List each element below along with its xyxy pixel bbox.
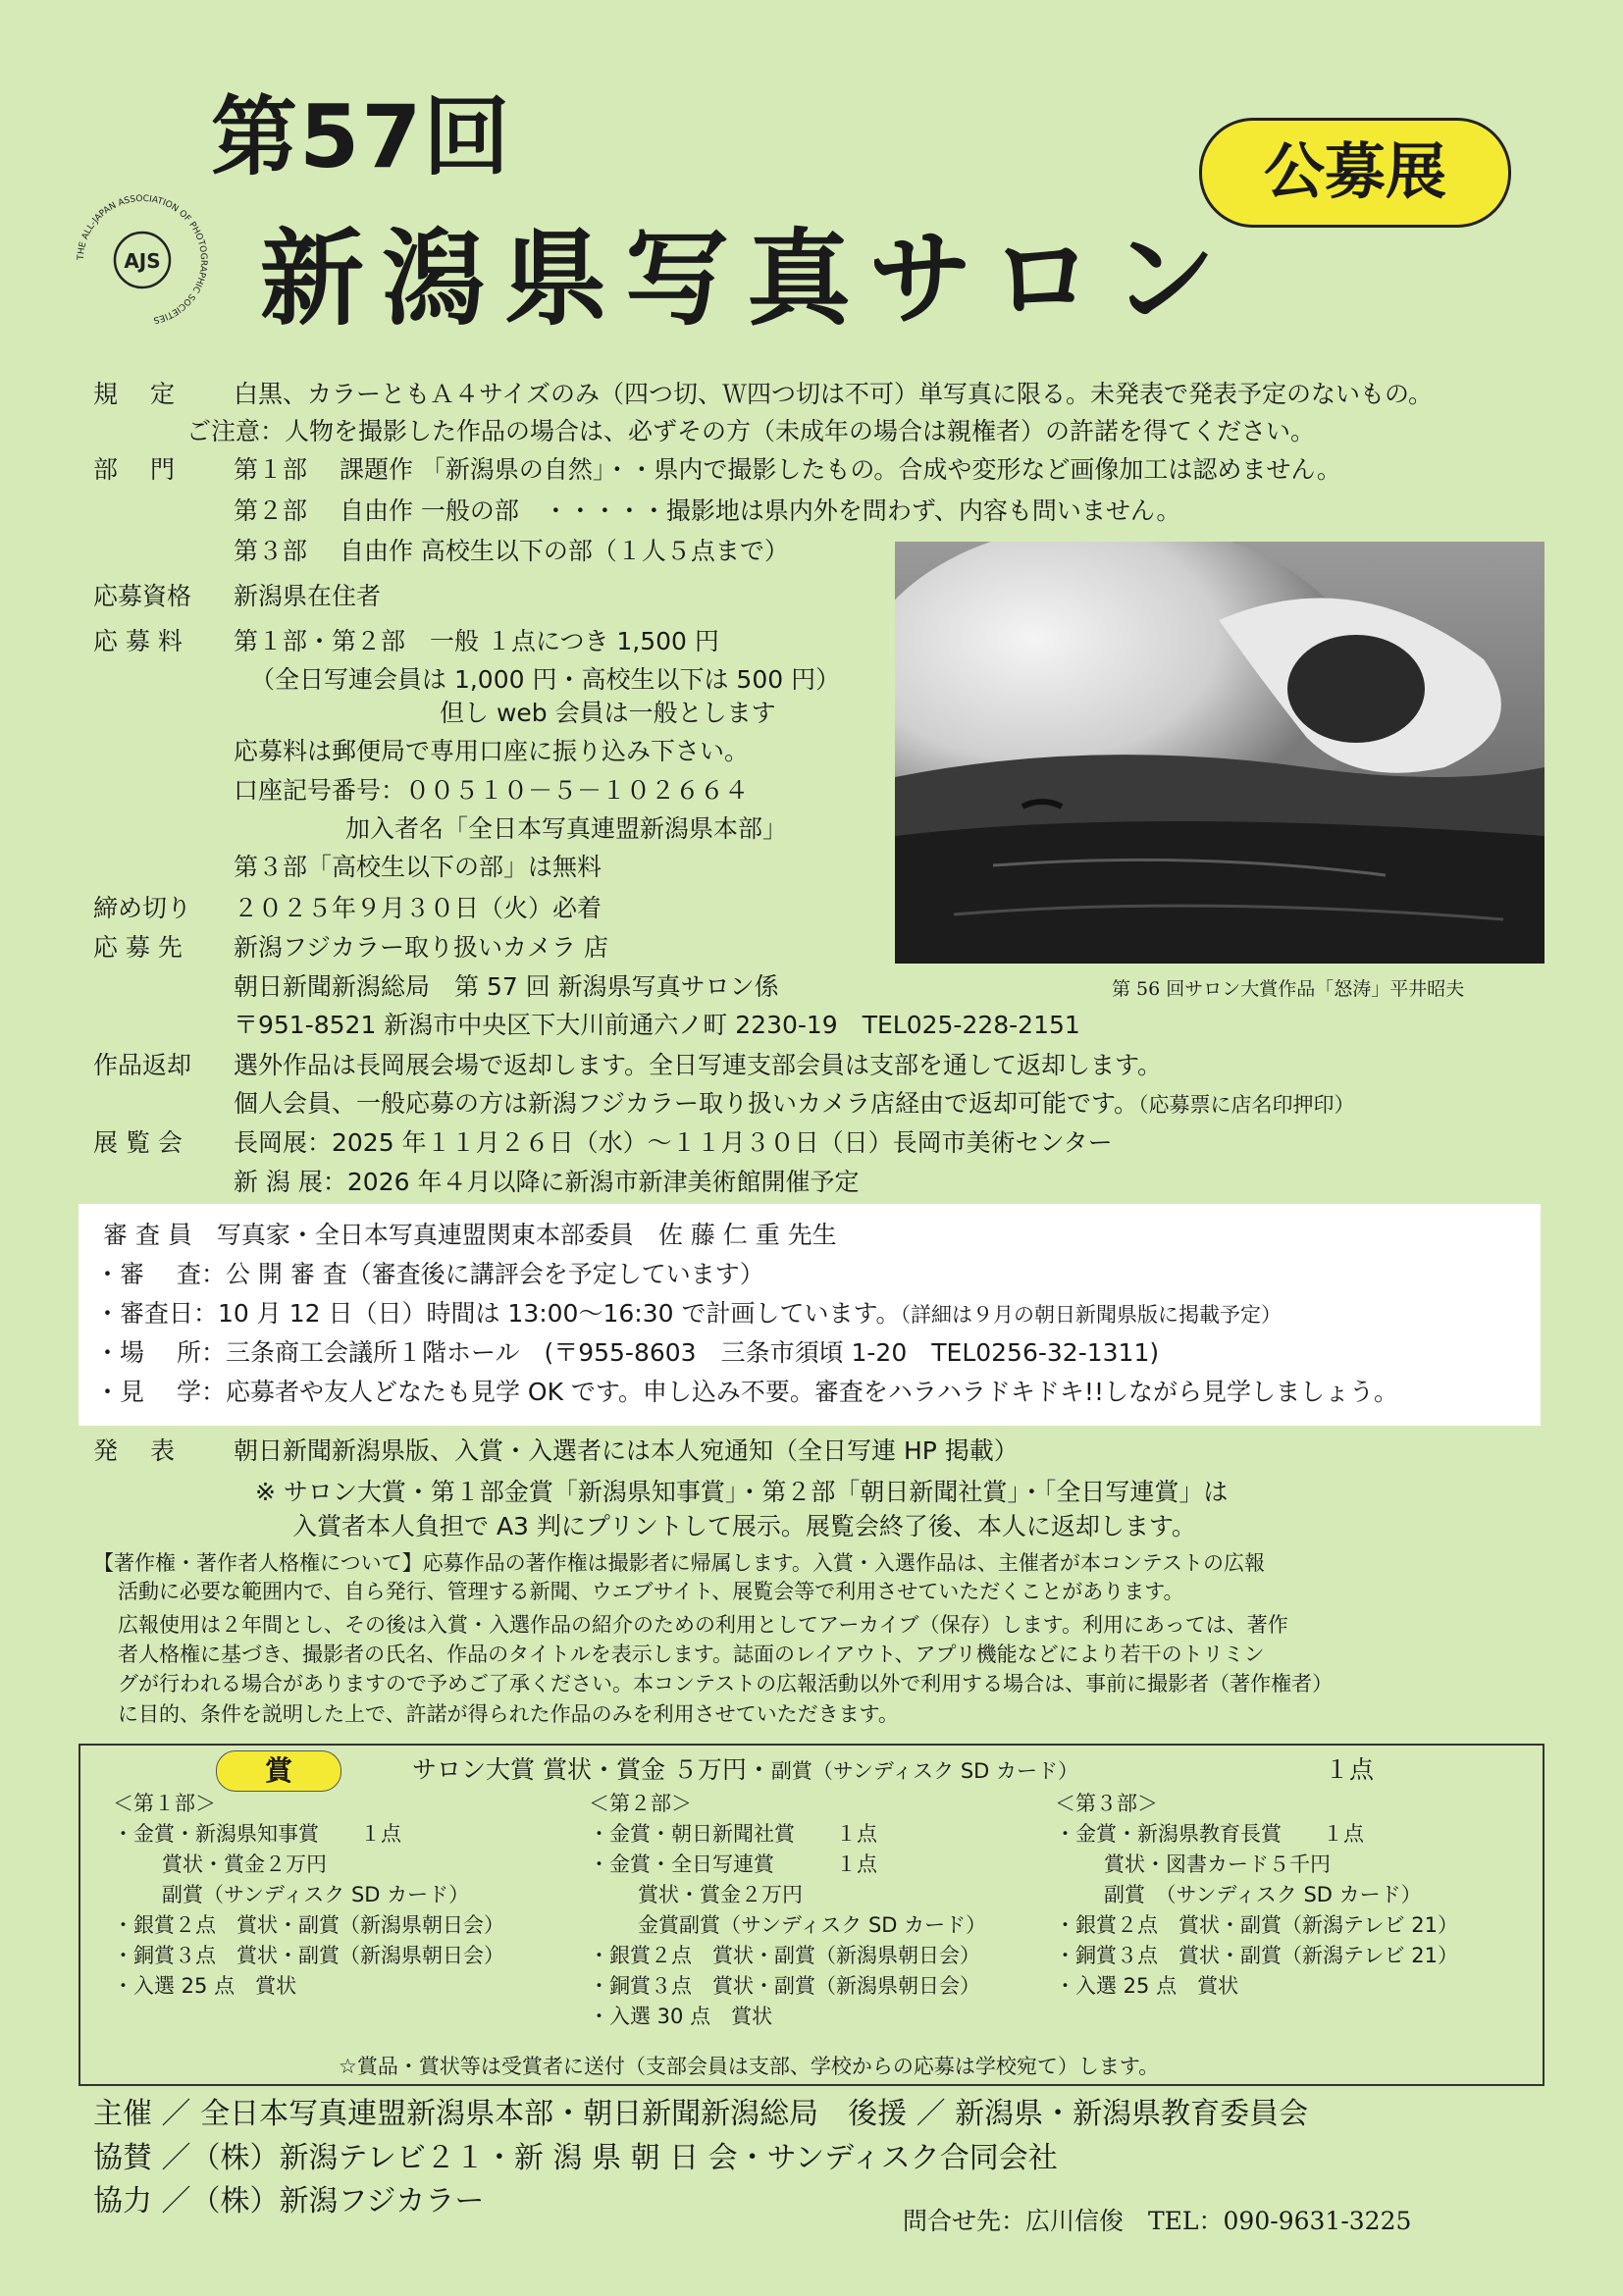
- judging-visit: ・見 学：応募者や友人どなたも見学 OK です。申し込み不要。審査をハラハラドキドキ!!しながら見学しましょう。: [95, 1378, 1398, 1406]
- deadline-text: ２０２５年９月３０日（火）必着: [234, 894, 602, 922]
- judging-place: ・場 所：三条商工会議所１階ホール (〒955-8603 三条市須頃 1-20 TEL0256-32-1311): [95, 1338, 1160, 1367]
- col2-line: ・金賞・全日写連賞 １点: [589, 1852, 877, 1876]
- caution-text: ご注意：人物を撮影した作品の場合は、必ずその方（未成年の場合は親権者）の許諾を得てください。: [186, 417, 1316, 445]
- announce-line3: 入賞者本人負担で A3 判にプリントして展示。展覧会終了後、本人に返却します。: [292, 1512, 1196, 1540]
- copyright-line5: グが行われる場合がありますので予めご了承ください。本コンテストの広報活動以外で利用する場合は、事前に撮影者（著作権者）: [118, 1672, 1334, 1696]
- copyright-line4: 者人格権に基づき、撮影者の氏名、作品のタイトルを表示します。誌面のレイアウト、アプリ機能などにより若干のトリミン: [118, 1643, 1265, 1666]
- fee-line6: 加入者名「全日本写真連盟新潟県本部」: [345, 814, 788, 843]
- main-title: 新潟県写真サロン: [260, 219, 1233, 339]
- grand-prize-count: １点: [1325, 1755, 1375, 1784]
- col2-line: ・銅賞３点 賞状・副賞（新潟県朝日会）: [589, 1974, 980, 1998]
- col3-line: ・金賞・新潟県教育長賞 １点: [1055, 1822, 1364, 1846]
- fee-line7: 第３部「高校生以下の部」は無料: [234, 853, 602, 881]
- col1-line: ・金賞・新潟県知事賞 １点: [113, 1822, 401, 1846]
- copyright-line1: 【著作権・著作者人格権について】応募作品の著作権は撮影者に帰属します。入賞・入選作品は、主催者が本コンテストの広報: [93, 1551, 1266, 1575]
- ajps-logo-icon: [69, 186, 216, 334]
- dest-line1: 新潟フジカラー取り扱いカメラ 店: [234, 933, 608, 962]
- copyright-line6: に目的、条件を説明した上で、許諾が得られた作品のみを利用させていただきます。: [118, 1702, 899, 1726]
- fee-line4: 応募料は郵便局で専用口座に振り込み下さい。: [234, 737, 750, 765]
- exhibit-label: 展 覧 会: [93, 1128, 183, 1157]
- col3-line: ・銀賞２点 賞状・副賞（新潟テレビ 21）: [1055, 1913, 1458, 1937]
- col1-line: 賞状・賞金２万円: [162, 1852, 327, 1876]
- svg-text:THE ALL-JAPAN ASSOCIATION OF P: THE ALL-JAPAN ASSOCIATION OF PHOTOGRAPHIC SOCIETIES: [76, 193, 209, 325]
- col2-line: ・銀賞２点 賞状・副賞（新潟県朝日会）: [589, 1944, 980, 1967]
- col3-line: 副賞 （サンディスク SD カード）: [1104, 1883, 1422, 1906]
- bumon-label: 部 門: [93, 455, 175, 484]
- judge-line: 審 査 員 写真家・全日本写真連盟関東本部委員 佐 藤 仁 重 先生: [103, 1221, 837, 1249]
- dest-line2: 朝日新聞新潟総局 第 57 回 新潟県写真サロン係: [234, 972, 779, 1001]
- copyright-line3: 広報使用は２年間とし、その後は入賞・入選作品の紹介のための利用としてアーカイブ（保存）します。利用にあっては、著作: [118, 1613, 1288, 1637]
- fee-label: 応 募 料: [93, 627, 183, 655]
- announce-line1: 朝日新聞新潟県版、入賞・入選者には本人宛通知（全日写連 HP 掲載）: [234, 1436, 1019, 1465]
- ajps-logo: [69, 186, 216, 334]
- judging-date: ・審査日：10 月 12 日（日）時間は 13:00～16:30 で計画しています。（詳細は９月の朝日新聞県版に掲載予定）: [95, 1299, 1282, 1328]
- col2-line: 金賞副賞（サンディスク SD カード）: [638, 1913, 987, 1937]
- sponsor-line: 協賛 ／（株）新潟テレビ２１・新 潟 県 朝 日 会・サンディスク合同会社: [93, 2141, 1058, 2175]
- col3-line: ＜第３部＞: [1055, 1792, 1158, 1815]
- fee-line2: （全日写連会員は 1,000 円・高校生以下は 500 円）: [250, 665, 841, 694]
- host-line: 主催 ／ 全日本写真連盟新潟県本部・朝日新聞新潟総局 後援 ／ 新潟県・新潟県教育委員会: [93, 2097, 1309, 2131]
- col1-line: ＜第１部＞: [113, 1792, 216, 1815]
- return-label: 作品返却: [93, 1051, 192, 1079]
- shikaku-text: 新潟県在住者: [234, 582, 382, 610]
- exhibit-line2: 新 潟 展：2026 年４月以降に新潟市新津美術館開催予定: [234, 1168, 860, 1196]
- deadline-label: 締め切り: [93, 894, 192, 922]
- kitei-label: 規 定: [93, 380, 175, 408]
- col2-line: 賞状・賞金２万円: [638, 1883, 803, 1906]
- prize-col-2: [589, 1789, 986, 2032]
- shikaku-label: 応募資格: [93, 582, 192, 610]
- prize-col-1: [113, 1789, 504, 2002]
- return-line2: 個人会員、一般応募の方は新潟フジカラー取り扱いカメラ店経由で返却可能です。（応募票に店名印押印）: [234, 1089, 1355, 1118]
- col1-line: ・入選 25 点 賞状: [113, 1974, 297, 1998]
- prize-col-3: [1055, 1789, 1458, 2002]
- exhibit-line1: 長岡展：2025 年１１月２６日（水）～１１月３０日（日）長岡市美術センター: [234, 1128, 1113, 1157]
- dept2-text: 第２部 自由作 一般の部 ・・・・・撮影地は県内外を問わず、内容も問いません。: [234, 496, 1181, 525]
- fee-line3: 但し web 会員は一般とします: [440, 699, 776, 727]
- copyright-line2: 活動に必要な範囲内で、自ら発行、管理する新聞、ウエブサイト、展覧会等で利用させていただくことがあります。: [118, 1580, 1184, 1603]
- return-line1: 選外作品は長岡展会場で返却します。全日写連支部会員は支部を通して返却します。: [234, 1051, 1163, 1079]
- grand-prize: サロン大賞 賞状・賞金 ５万円・副賞（サンディスク SD カード）: [412, 1755, 1079, 1784]
- grand-prize-sub: 副賞（サンディスク SD カード）: [770, 1759, 1079, 1783]
- col1-line: ・銅賞３点 賞状・副賞（新潟県朝日会）: [113, 1944, 504, 1967]
- prize-badge: 賞: [216, 1750, 341, 1792]
- col2-line: ・入選 30 点 賞状: [589, 2005, 773, 2028]
- photo-caption: 第 56 回サロン大賞作品「怒涛」平井昭夫: [1112, 978, 1465, 1000]
- col1-line: ・銀賞２点 賞状・副賞（新潟県朝日会）: [113, 1913, 504, 1937]
- fee-line1: 第１部・第２部 一般 １点につき 1,500 円: [234, 627, 719, 655]
- fee-line5: 口座記号番号：００５１０－５－１０２６６４: [234, 776, 750, 805]
- col3-line: ・銅賞３点 賞状・副賞（新潟テレビ 21）: [1055, 1944, 1458, 1967]
- judging-date-note: （詳細は９月の朝日新聞県版に掲載予定）: [900, 1303, 1282, 1327]
- announce-label: 発 表: [93, 1436, 175, 1465]
- col3-line: ・入選 25 点 賞状: [1055, 1974, 1239, 1998]
- wave-photo: [895, 542, 1544, 964]
- dept1-text: 第１部 課題作 「新潟県の自然」・・県内で撮影したもの。合成や変形など画像加工は認めません。: [234, 455, 1341, 484]
- col3-line: 賞状・図書カード５千円: [1104, 1852, 1331, 1876]
- open-call-badge: 公募展: [1199, 118, 1511, 228]
- dept3-text: 第３部 自由作 高校生以下の部（１人５点まで）: [234, 537, 789, 565]
- svg-text:AJS: AJS: [124, 249, 161, 273]
- edition-title: 第57回: [211, 86, 512, 187]
- dest-label: 応 募 先: [93, 933, 183, 962]
- col2-line: ＜第２部＞: [589, 1792, 692, 1815]
- dest-line3: 〒951-8521 新潟市中央区下大川前通六ノ町 2230-19 TEL025-228-2151: [234, 1011, 1080, 1039]
- return-note: （応募票に店名印押印）: [1138, 1093, 1355, 1117]
- col2-line: ・金賞・朝日新聞社賞 １点: [589, 1822, 877, 1846]
- announce-line2: ※ サロン大賞・第１部金賞「新潟県知事賞」・第２部「朝日新聞社賞」・「全日写連賞」は: [255, 1478, 1229, 1506]
- coop-line: 協力 ／（株）新潟フジカラー: [93, 2184, 485, 2218]
- col1-line: 副賞（サンディスク SD カード）: [162, 1883, 470, 1906]
- contact-line: 問合せ先：広川信俊 TEL：090-9631-3225: [903, 2207, 1412, 2235]
- judging-method: ・審 査：公 開 審 査（審査後に講評会を予定しています）: [95, 1260, 764, 1288]
- prize-note: ☆賞品・賞状等は受賞者に送付（支部会員は支部、学校からの応募は学校宛て）します。: [339, 2055, 1160, 2078]
- kitei-text: 白黒、カラーともＡ４サイズのみ（四つ切、Ｗ四つ切は不可）単写真に限る。未発表で発表予定のないもの。: [234, 380, 1434, 408]
